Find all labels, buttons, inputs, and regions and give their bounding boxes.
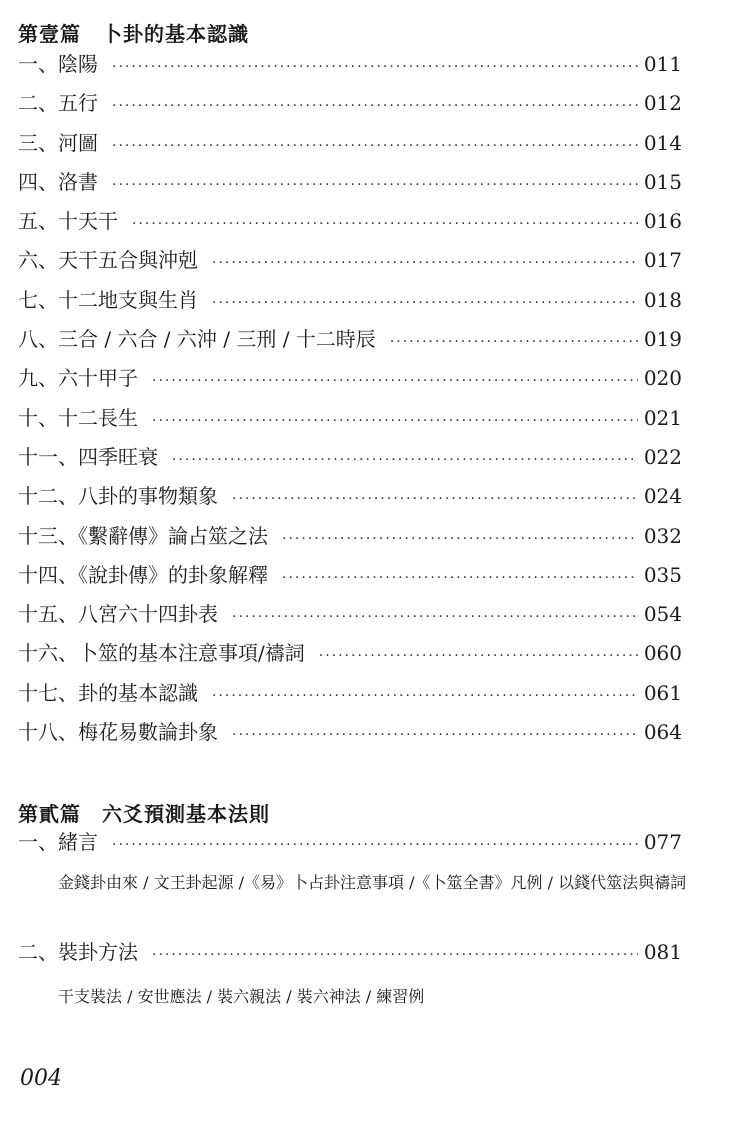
toc-entry-page: 019 bbox=[643, 327, 682, 352]
toc-entry-page: 061 bbox=[643, 680, 682, 705]
dot-leader bbox=[282, 570, 638, 586]
toc-entry-page: 017 bbox=[643, 248, 682, 273]
dot-leader bbox=[112, 177, 638, 193]
toc-entry-label: 七、十二地支與生肖 bbox=[18, 287, 198, 312]
part1-toc bbox=[18, 48, 682, 755]
dot-leader bbox=[390, 334, 638, 350]
dot-leader bbox=[212, 255, 638, 271]
toc-entry bbox=[18, 559, 682, 598]
dot-leader bbox=[132, 216, 638, 232]
toc-entry-page: 081 bbox=[643, 940, 682, 964]
toc-entry-label: 二、裝卦方法 bbox=[18, 940, 138, 964]
dot-leader bbox=[152, 413, 638, 429]
toc-entry bbox=[18, 362, 682, 401]
dot-leader bbox=[212, 688, 638, 704]
toc-entry-page: 035 bbox=[643, 562, 682, 587]
toc-entry-label: 十、十二長生 bbox=[18, 405, 138, 430]
dot-leader bbox=[212, 295, 638, 311]
toc-entry-label: 十三、《繫辭傳》論占筮之法 bbox=[18, 523, 268, 548]
dot-leader bbox=[112, 98, 638, 114]
toc-entry-page: 020 bbox=[643, 366, 682, 391]
toc-entry bbox=[18, 441, 682, 480]
toc-entry-label: 六、天干五合與沖剋 bbox=[18, 248, 198, 273]
toc-entry bbox=[18, 716, 682, 755]
dot-leader bbox=[152, 373, 638, 389]
toc-entry bbox=[18, 826, 682, 866]
dot-leader bbox=[282, 531, 638, 547]
toc-entry bbox=[18, 48, 682, 87]
toc-entry-label: 十六、卜筮的基本注意事項/禱詞 bbox=[18, 641, 305, 666]
toc-entry bbox=[18, 323, 682, 362]
toc-entry-label: 十二、八卦的事物類象 bbox=[18, 484, 218, 509]
toc-entry-label: 二、五行 bbox=[18, 91, 98, 116]
toc-entry-page: 064 bbox=[643, 720, 682, 745]
toc-entry-page: 016 bbox=[643, 209, 682, 234]
dot-leader bbox=[172, 452, 638, 468]
toc-entry bbox=[18, 244, 682, 283]
toc-entry bbox=[18, 127, 682, 166]
part2-entry-1 bbox=[18, 826, 682, 866]
toc-entry bbox=[18, 520, 682, 559]
toc-entry-label: 四、洛書 bbox=[18, 169, 98, 194]
dot-leader bbox=[112, 59, 638, 75]
toc-entry bbox=[18, 936, 682, 976]
toc-entry-page: 060 bbox=[643, 641, 682, 666]
toc-entry bbox=[18, 166, 682, 205]
toc-entry-page: 018 bbox=[643, 287, 682, 312]
dot-leader bbox=[232, 491, 638, 507]
part1-title: 第壹篇 卜卦的基本認識 bbox=[18, 22, 249, 46]
toc-entry-label: 五、十天干 bbox=[18, 209, 118, 234]
toc-subtopics: 干支裝法 / 安世應法 / 裝六親法 / 裝六神法 / 練習例 bbox=[58, 987, 425, 1006]
toc-entry-page: 014 bbox=[643, 130, 682, 155]
dot-leader bbox=[319, 648, 638, 664]
part2-title: 第貳篇 六爻預測基本法則 bbox=[18, 802, 270, 826]
toc-entry-page: 011 bbox=[643, 52, 682, 76]
toc-entry-page: 024 bbox=[643, 484, 682, 509]
toc-entry-label: 八、三合 / 六合 / 六沖 / 三刑 / 十二時辰 bbox=[18, 327, 376, 352]
toc-entry-label: 十七、卦的基本認識 bbox=[18, 680, 198, 705]
toc-entry-page: 015 bbox=[643, 169, 682, 194]
toc-entry-label: 一、陰陽 bbox=[18, 52, 98, 76]
page-number: 004 bbox=[20, 1066, 62, 1091]
toc-entry-label: 十五、八宮六十四卦表 bbox=[18, 602, 218, 627]
toc-entry-page: 077 bbox=[643, 830, 682, 854]
dot-leader bbox=[152, 947, 638, 963]
dot-leader bbox=[112, 837, 638, 853]
part2-entry-2 bbox=[18, 936, 682, 976]
toc-entry-label: 九、六十甲子 bbox=[18, 366, 138, 391]
toc-entry bbox=[18, 480, 682, 519]
toc-subtopics: 金錢卦由來 / 文王卦起源 /《易》卜占卦注意事項 /《卜筮全書》凡例 / 以錢代筮法與禱詞 bbox=[58, 873, 687, 892]
dot-leader bbox=[232, 727, 638, 743]
toc-entry-page: 032 bbox=[643, 523, 682, 548]
toc-entry-label: 十八、梅花易數論卦象 bbox=[18, 720, 218, 745]
dot-leader bbox=[232, 609, 638, 625]
toc-entry bbox=[18, 284, 682, 323]
toc-entry-page: 021 bbox=[643, 405, 682, 430]
toc-entry-label: 一、緒言 bbox=[18, 830, 98, 854]
toc-entry-label: 十一、四季旺衰 bbox=[18, 444, 158, 469]
toc-entry-label: 十四、《說卦傳》的卦象解釋 bbox=[18, 562, 268, 587]
toc-entry-label: 三、河圖 bbox=[18, 130, 98, 155]
toc-entry-page: 022 bbox=[643, 444, 682, 469]
toc-entry-page: 054 bbox=[643, 602, 682, 627]
toc-entry bbox=[18, 205, 682, 244]
toc-entry bbox=[18, 637, 682, 676]
dot-leader bbox=[112, 138, 638, 154]
toc-entry bbox=[18, 677, 682, 716]
toc-entry bbox=[18, 598, 682, 637]
toc-entry bbox=[18, 87, 682, 126]
toc-entry bbox=[18, 402, 682, 441]
toc-entry-page: 012 bbox=[643, 91, 682, 116]
